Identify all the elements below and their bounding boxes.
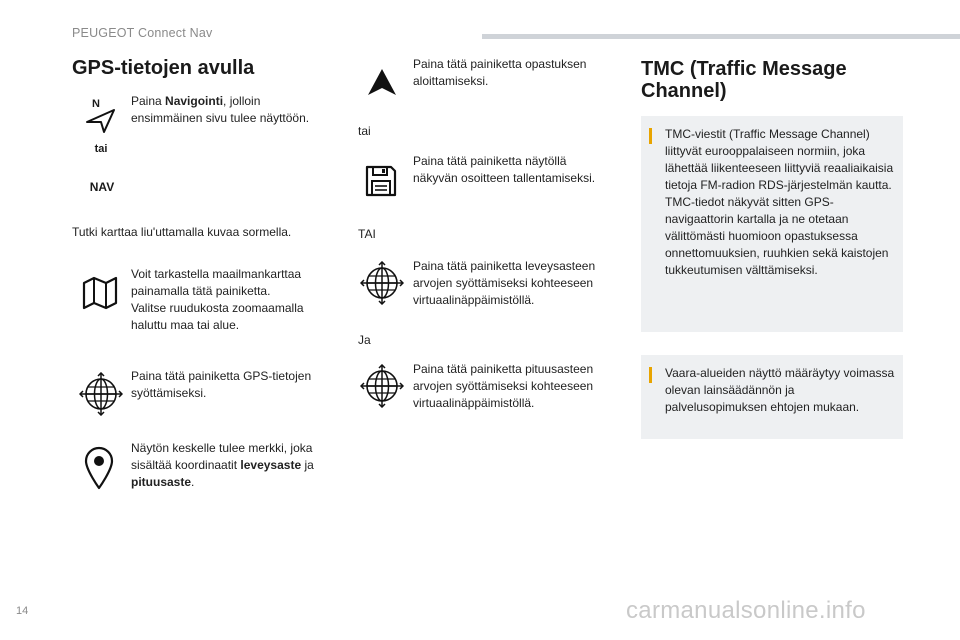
globe-icon-gps [79, 372, 123, 416]
header-title: PEUGEOT Connect Nav [72, 26, 213, 40]
start-guidance-icon [366, 67, 398, 97]
note-marker [649, 367, 652, 383]
longitude-input-text: Paina tätä painiketta pituusasteen arvojen syöttämiseksi kohteeseen virtuaalinäppäimistöllä. [413, 362, 594, 410]
section-title-gps: GPS-tietojen avulla [72, 57, 255, 79]
navigation-arrow-icon [84, 108, 118, 134]
or-label-1: tai [358, 124, 371, 138]
watermark: carmanualsonline.info [626, 597, 866, 624]
tmc-info-note [641, 116, 903, 332]
note-marker [649, 128, 652, 144]
start-guidance-text: Paina tätä painiketta opastuksen aloittamiseksi. [413, 57, 587, 88]
danger-zone-text: Vaara-alueiden näyttö määräytyy voimassa olevan lainsäädännön ja palvelusopimuksen ehtojen mukaan. [665, 366, 895, 414]
save-address-text: Paina tätä painiketta näytöllä näkyvän osoitteen tallentamiseksi. [413, 154, 596, 185]
page-number: 14 [16, 605, 29, 617]
header-bar [482, 34, 960, 39]
or-label-2: TAI [358, 227, 376, 241]
save-address-icon [364, 164, 398, 198]
coordinates-marker-text: Näytön keskelle tulee merkki, joka sisältää koordinaatit leveysaste ja pituusaste. [131, 441, 314, 489]
world-map-text: Voit tarkastella maailmankarttaa painamalla tätä painiketta. Valitse ruudukosta zoomaamalla haluttu maa tai alue. [131, 267, 304, 332]
danger-zone-note [641, 355, 903, 439]
world-map-icon [82, 275, 118, 311]
step-navigation-text: Paina Navigointi, jolloin ensimmäinen sivu tulee näyttöön. [131, 94, 310, 125]
north-label: N [92, 98, 100, 110]
gps-input-text: Paina tätä painiketta GPS-tietojen syöttämiseksi. [131, 369, 312, 400]
globe-icon-longitude [360, 364, 404, 408]
nav-button-label: NAV [89, 180, 115, 194]
and-label: Ja [358, 333, 371, 347]
section-title-tmc: TMC (Traffic Message Channel) [641, 58, 847, 102]
latitude-input-text: Paina tätä painiketta leveysasteen arvojen syöttämiseksi kohteeseen virtuaalinäppäimistöllä. [413, 259, 596, 307]
explore-map-text: Tutki karttaa liu'uttamalla kuvaa sormella. [72, 225, 292, 239]
location-pin-icon [84, 446, 114, 490]
or-label-icon: tai [94, 143, 108, 155]
globe-icon-latitude [360, 261, 404, 305]
tmc-info-text: TMC-viestit (Traffic Message Channel) liittyvät eurooppalaiseen normiin, joka lähettää liikenteeseen liittyviä reaaliaikaisia tietoja FM-radion RDS-järjestelmän kautta. TMC-tiedot näkyvät sitten GPS-navigaattorin kartalla ja ne otetaan välittömästi huomioon opastuksessa onnettomuuksien, ruuhkien sekä kaistojen tukkeutumisen välttämiseksi. [665, 127, 894, 277]
